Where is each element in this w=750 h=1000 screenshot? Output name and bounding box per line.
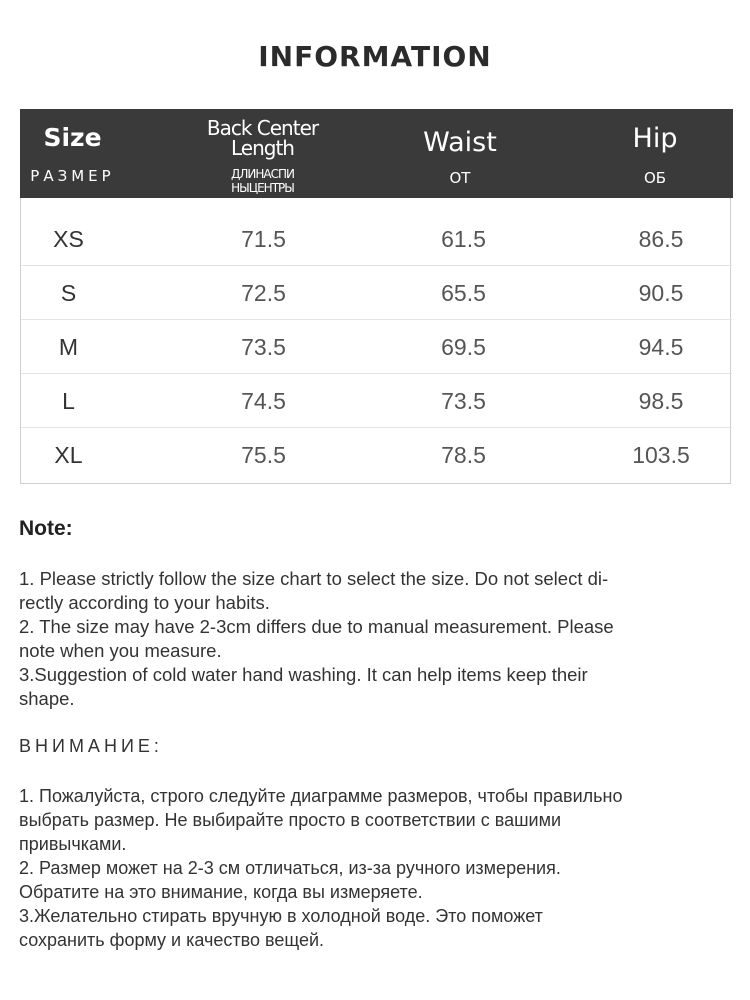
header-waist-sublabel: ОТ [449,169,471,187]
table-row [21,212,732,266]
note-line: 3.Suggestion of cold water hand washing. It can help items keep their [19,664,588,685]
table-row [21,320,732,374]
cell-waist: 61.5 [441,226,486,252]
ru-note-heading: ВНИМАНИЕ: [19,736,163,756]
size-chart-table [20,109,731,484]
header-back-label [190,118,335,158]
header-back-center-length [190,109,335,198]
header-back-label-line2: Length [231,136,294,160]
header-waist [390,109,530,198]
cell-back-length: 72.5 [241,280,286,306]
table-row [21,266,732,320]
cell-size: S [60,280,77,306]
ru-note-line: выбрать размер. Не выбирайте просто в соответствии с вашими [19,810,562,830]
note-line: shape. [19,688,75,709]
cell-hip: 90.5 [638,280,684,306]
header-hip-sublabel: ОБ [643,169,667,187]
page-title: INFORMATION [258,40,492,73]
ru-note-line: 2. Размер может на 2-3 см отличаться, из-за ручного измерения. [19,858,561,878]
cell-hip: 98.5 [638,388,684,414]
header-waist-label: Waist [423,127,497,158]
ru-note-text [19,784,731,952]
cell-waist: 69.5 [441,334,486,360]
header-back-label-line1: Back Center [206,116,319,140]
header-size [20,109,125,198]
header-hip-label: Hip [632,123,678,154]
header-back-sublabel-line2: НЫЦЕНТРЫ [231,181,294,195]
ru-note-line: 3.Желательно стирать вручную в холодной воде. Это поможет [19,906,543,926]
header-hip [590,109,720,198]
cell-size: XS [53,226,84,252]
cell-back-length: 73.5 [241,334,286,360]
ru-note-line: привычками. [19,834,127,854]
ru-note-line: Обратите на это внимание, когда вы измеряете. [19,882,423,902]
cell-hip: 103.5 [632,442,690,468]
cell-waist: 73.5 [441,388,486,414]
cell-hip: 86.5 [638,226,684,252]
note-line: 2. The size may have 2-3cm differs due to manual measurement. Please [19,616,614,637]
cell-back-length: 71.5 [241,226,286,252]
table-row [21,374,732,428]
cell-waist: 78.5 [441,442,486,468]
cell-size: XL [54,442,83,468]
table-row [21,428,732,482]
cell-back-length: 75.5 [241,442,286,468]
ru-note-line: 1. Пожалуйста, строго следуйте диаграмме размеров, чтобы правильно [19,786,623,806]
header-back-sublabel-line1: ДЛИНАСПИ [231,167,294,181]
header-size-sublabel: РАЗМЕР [30,167,115,185]
note-line: 1. Please strictly follow the size chart to select the size. Do not select di- [19,568,609,589]
note-line: note when you measure. [19,640,222,661]
cell-waist: 65.5 [441,280,486,306]
note-text [19,567,731,711]
cell-size: M [58,334,79,360]
cell-back-length: 74.5 [241,388,286,414]
cell-size: L [62,388,75,414]
cell-hip: 94.5 [638,334,684,360]
table-header [20,109,733,198]
ru-note-line: сохранить форму и качество вещей. [19,930,325,950]
header-back-sublabel [190,167,335,195]
note-heading: Note: [19,517,73,540]
header-size-label: Size [43,123,102,152]
note-line: rectly according to your habits. [19,592,270,613]
